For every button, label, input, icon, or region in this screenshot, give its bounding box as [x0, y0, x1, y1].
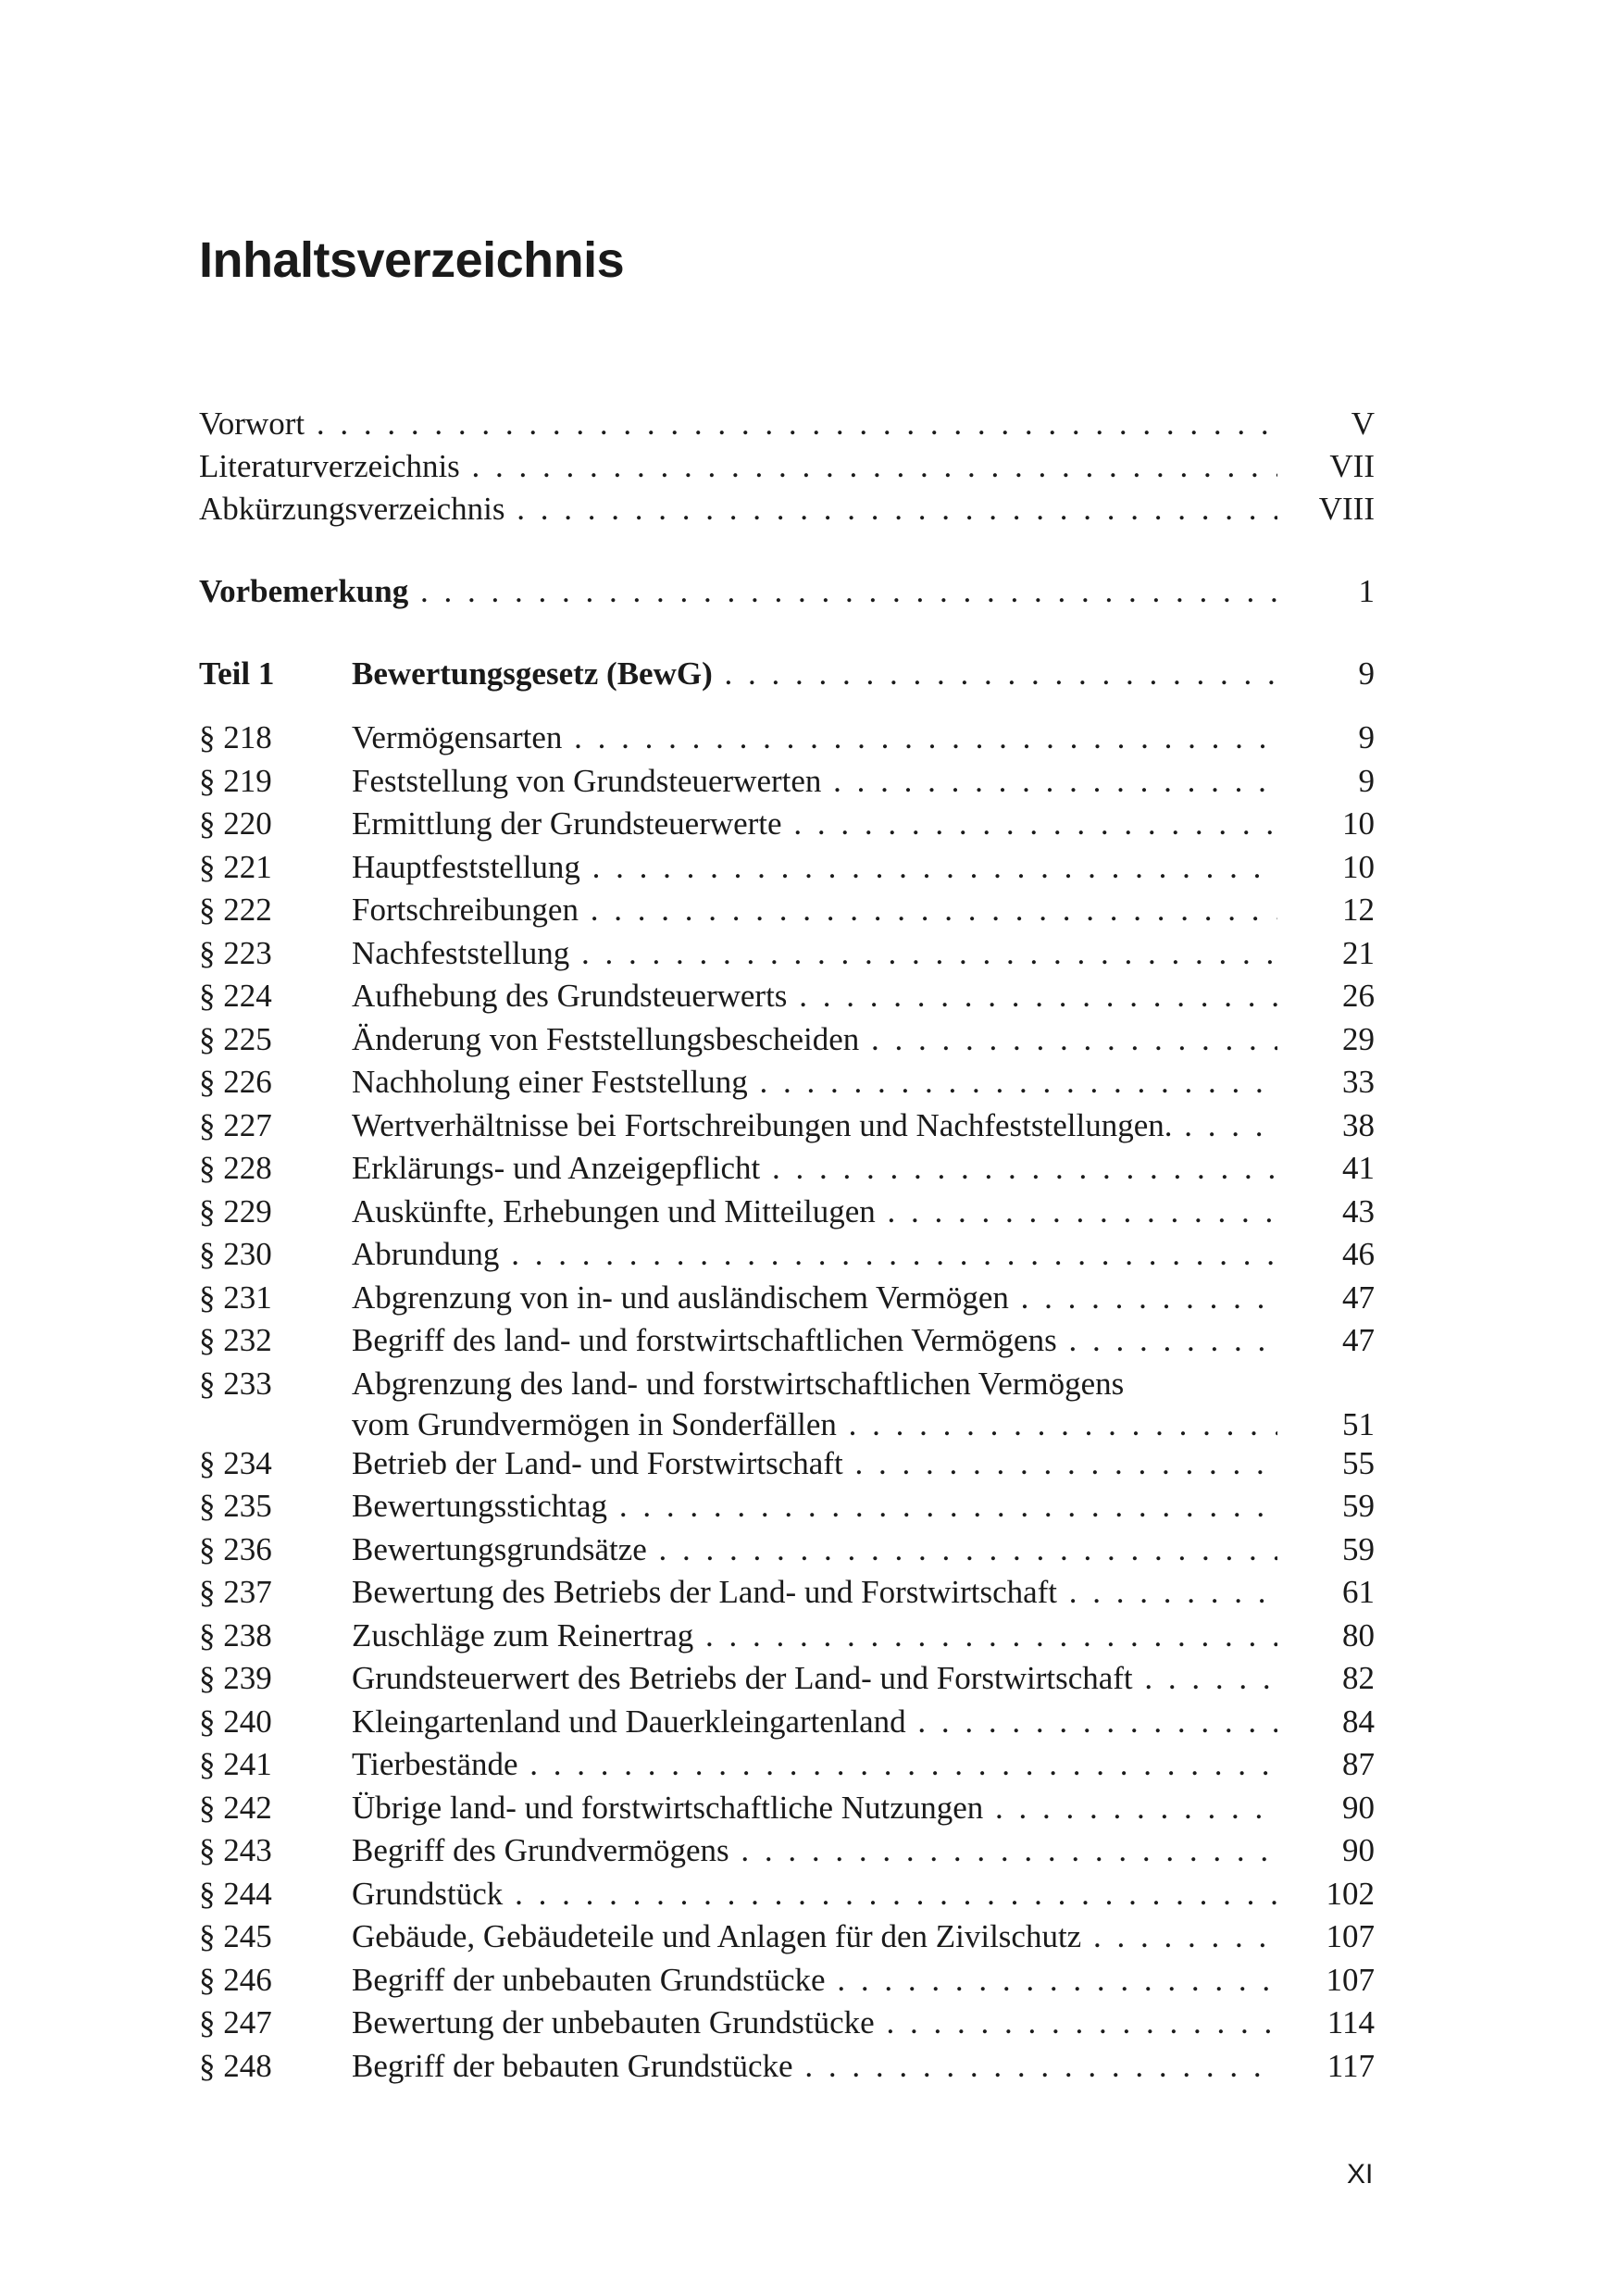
section-page: 59	[1342, 1488, 1375, 1524]
toc-entry-title: Vorwort . . .	[199, 404, 1277, 444]
section-number: § 220	[199, 805, 272, 842]
section-title-line1: Abgrenzung des land- und forstwirtschaftlichen Vermögens	[352, 1366, 1125, 1402]
section-title: Begriff der unbebauten Grundstücke . . .	[352, 1960, 1277, 2001]
section-number: § 239	[199, 1660, 272, 1696]
page-number: XI	[1347, 2159, 1374, 2190]
section-page: 29	[1342, 1021, 1375, 1057]
section-title: Grundsteuerwert des Betriebs der Land- und Forstwirtschaft . . .	[352, 1658, 1277, 1699]
section-number: § 245	[199, 1918, 272, 1954]
section-title: Auskünfte, Erhebungen und Mitteilugen . . .	[352, 1192, 1277, 1232]
section-title: Grundstück . . .	[352, 1874, 1277, 1915]
toc-entry-page: VII	[1329, 448, 1375, 484]
section-number: § 230	[199, 1236, 272, 1272]
toc-entry-abkuerzungsverzeichnis[interactable]	[199, 489, 1375, 530]
toc-entry-section[interactable]	[199, 1658, 1375, 1699]
section-title: Gebäude, Gebäudeteile und Anlagen für den Zivilschutz . . .	[352, 1916, 1277, 1957]
section-page: 61	[1342, 1574, 1375, 1610]
section-title: Bewertung des Betriebs der Land- und Forstwirtschaft . . .	[352, 1572, 1277, 1613]
section-page: 9	[1358, 719, 1375, 755]
section-title: Übrige land- und forstwirtschaftliche Nutzungen . . .	[352, 1788, 1277, 1828]
section-page: 102	[1326, 1876, 1375, 1912]
section-page: 47	[1342, 1279, 1375, 1316]
section-title: Zuschläge zum Reinertrag . . .	[352, 1616, 1277, 1656]
toc-entry-section[interactable]	[199, 1320, 1375, 1361]
section-title: Feststellung von Grundsteuerwerten . . .	[352, 761, 1277, 802]
section-number: § 229	[199, 1193, 272, 1229]
section-number: § 241	[199, 1746, 272, 1782]
toc-entry-section[interactable]	[199, 1960, 1375, 2001]
section-title: Abrundung . . .	[352, 1234, 1277, 1275]
toc-part-heading[interactable]	[199, 654, 1375, 694]
toc-entry-title: Vorbemerkung . . .	[199, 571, 1277, 612]
section-title: Wertverhältnisse bei Fortschreibungen und Nachfeststellungen. . . .	[352, 1105, 1277, 1146]
toc-entry-title: Literaturverzeichnis . . .	[199, 446, 1277, 487]
toc-entry-section[interactable]	[199, 1874, 1375, 1915]
section-title-line2: vom Grundvermögen in Sonderfällen . . .	[352, 1404, 1277, 1445]
section-number: § 246	[199, 1962, 272, 1998]
toc-entry-page: VIII	[1318, 491, 1375, 527]
section-page: 80	[1342, 1617, 1375, 1653]
section-title: Abgrenzung von in- und ausländischem Vermögen . . .	[352, 1278, 1277, 1318]
section-page: 33	[1342, 1064, 1375, 1100]
section-page: 12	[1342, 892, 1375, 928]
section-title: Bewertung der unbebauten Grundstücke . . .	[352, 2003, 1277, 2043]
section-page: 90	[1342, 1832, 1375, 1868]
toc-entry-title: Abkürzungsverzeichnis . . .	[199, 489, 1277, 530]
section-title: Änderung von Feststellungsbescheiden . . .	[352, 1019, 1277, 1060]
toc-entry-section[interactable]	[199, 718, 1375, 758]
toc-entry-section[interactable]	[199, 1019, 1375, 1060]
section-title: Tierbestände . . .	[352, 1744, 1277, 1785]
toc-entry-section[interactable]	[199, 1278, 1375, 1318]
section-page: 47	[1342, 1322, 1375, 1358]
section-page: 10	[1342, 849, 1375, 885]
section-title: Begriff des land- und forstwirtschaftlichen Vermögens . . .	[352, 1320, 1277, 1361]
section-page: 55	[1342, 1445, 1375, 1481]
section-title: Kleingartenland und Dauerkleingartenland . . .	[352, 1702, 1277, 1742]
section-title: Vermögensarten . . .	[352, 718, 1277, 758]
toc-entry-section[interactable]	[199, 2046, 1375, 2087]
toc-entry-vorbemerkung[interactable]	[199, 571, 1375, 612]
section-number: § 225	[199, 1021, 272, 1057]
section-number: § 232	[199, 1322, 272, 1358]
toc-entry-section[interactable]	[199, 1616, 1375, 1656]
toc-entry-section[interactable]	[199, 1744, 1375, 1785]
toc-entry-section[interactable]	[199, 2003, 1375, 2043]
section-page: 82	[1342, 1660, 1375, 1696]
toc-entry-literaturverzeichnis[interactable]	[199, 446, 1375, 487]
toc-entry-section[interactable]	[199, 1702, 1375, 1742]
section-title: Erklärungs- und Anzeigepflicht . . .	[352, 1148, 1277, 1189]
section-page: 46	[1342, 1236, 1375, 1272]
section-page: 59	[1342, 1531, 1375, 1567]
toc-entry-section[interactable]	[199, 1443, 1375, 1484]
section-title: Begriff des Grundvermögens . . .	[352, 1830, 1277, 1871]
section-title: Bewertungsstichtag . . .	[352, 1486, 1277, 1527]
toc-entry-section[interactable]	[199, 761, 1375, 802]
section-number: § 223	[199, 935, 272, 971]
section-number: § 238	[199, 1617, 272, 1653]
page-title: Inhaltsverzeichnis	[199, 232, 625, 288]
section-title: Ermittlung der Grundsteuerwerte . . .	[352, 804, 1277, 844]
section-number: § 248	[199, 2048, 272, 2084]
toc-entry-section[interactable]	[199, 1364, 1375, 1445]
section-number: § 233	[199, 1366, 272, 1402]
section-title: Aufhebung des Grundsteuerwerts . . .	[352, 976, 1277, 1017]
section-number: § 247	[199, 2004, 272, 2040]
section-number: § 237	[199, 1574, 272, 1610]
section-title	[352, 1364, 1375, 1445]
section-page: 117	[1326, 2048, 1375, 2084]
toc-entry-section[interactable]	[199, 1192, 1375, 1232]
toc-entry-section[interactable]	[199, 1916, 1375, 1957]
section-page: 21	[1342, 935, 1375, 971]
toc-entry-section[interactable]	[199, 1572, 1375, 1613]
toc-entry-section[interactable]	[199, 1062, 1375, 1103]
section-number: § 231	[199, 1279, 272, 1316]
section-number: § 219	[199, 763, 272, 799]
toc-entry-section[interactable]	[199, 1830, 1375, 1871]
part-number: Teil 1	[199, 655, 275, 692]
section-page: 41	[1342, 1150, 1375, 1186]
section-number: § 240	[199, 1703, 272, 1740]
toc-entry-page: 9	[1358, 655, 1375, 692]
toc-entry-section[interactable]	[199, 890, 1375, 930]
section-title: Begriff der bebauten Grundstücke . . .	[352, 2046, 1277, 2087]
toc-entry-page: 1	[1358, 573, 1375, 609]
toc-entry-section[interactable]	[199, 976, 1375, 1017]
section-number: § 242	[199, 1790, 272, 1826]
toc-entry-section[interactable]	[199, 1234, 1375, 1275]
toc-entry-section[interactable]	[199, 1486, 1375, 1527]
section-number: § 243	[199, 1832, 272, 1868]
section-page: 9	[1358, 763, 1375, 799]
section-number: § 244	[199, 1876, 272, 1912]
toc-entry-vorwort[interactable]	[199, 404, 1375, 444]
section-page: 107	[1326, 1962, 1375, 1998]
part-title: Bewertungsgesetz (BewG) . . .	[352, 654, 1277, 694]
toc-entry-section[interactable]	[199, 933, 1375, 974]
section-title: Bewertungsgrundsätze . . .	[352, 1529, 1277, 1570]
section-page: 26	[1342, 978, 1375, 1014]
toc-entry-section[interactable]	[199, 804, 1375, 844]
section-page: 90	[1342, 1790, 1375, 1826]
section-number: § 234	[199, 1445, 272, 1481]
section-page: 43	[1342, 1193, 1375, 1229]
section-number: § 235	[199, 1488, 272, 1524]
section-number: § 221	[199, 849, 272, 885]
section-title: Fortschreibungen . . .	[352, 890, 1277, 930]
section-title: Hauptfeststellung . . .	[352, 847, 1277, 888]
section-number: § 224	[199, 978, 272, 1014]
section-number: § 222	[199, 892, 272, 928]
section-page: 51	[1342, 1406, 1375, 1442]
section-page: 10	[1342, 805, 1375, 842]
toc-entry-page: V	[1351, 406, 1375, 442]
section-number: § 226	[199, 1064, 272, 1100]
section-page: 87	[1342, 1746, 1375, 1782]
section-page: 114	[1326, 2004, 1375, 2040]
section-title: Nachholung einer Feststellung . . .	[352, 1062, 1277, 1103]
section-title: Betrieb der Land- und Forstwirtschaft . . .	[352, 1443, 1277, 1484]
section-title: Nachfeststellung . . .	[352, 933, 1277, 974]
toc-entry-section[interactable]	[199, 1788, 1375, 1828]
section-page: 38	[1342, 1107, 1375, 1143]
section-number: § 236	[199, 1531, 272, 1567]
section-number: § 227	[199, 1107, 272, 1143]
toc-entry-section[interactable]	[199, 1105, 1375, 1146]
toc-entry-section[interactable]	[199, 847, 1375, 888]
section-page: 84	[1342, 1703, 1375, 1740]
toc-entry-section[interactable]	[199, 1148, 1375, 1189]
section-number: § 218	[199, 719, 272, 755]
section-number: § 228	[199, 1150, 272, 1186]
toc-entry-section[interactable]	[199, 1529, 1375, 1570]
section-page: 107	[1326, 1918, 1375, 1954]
